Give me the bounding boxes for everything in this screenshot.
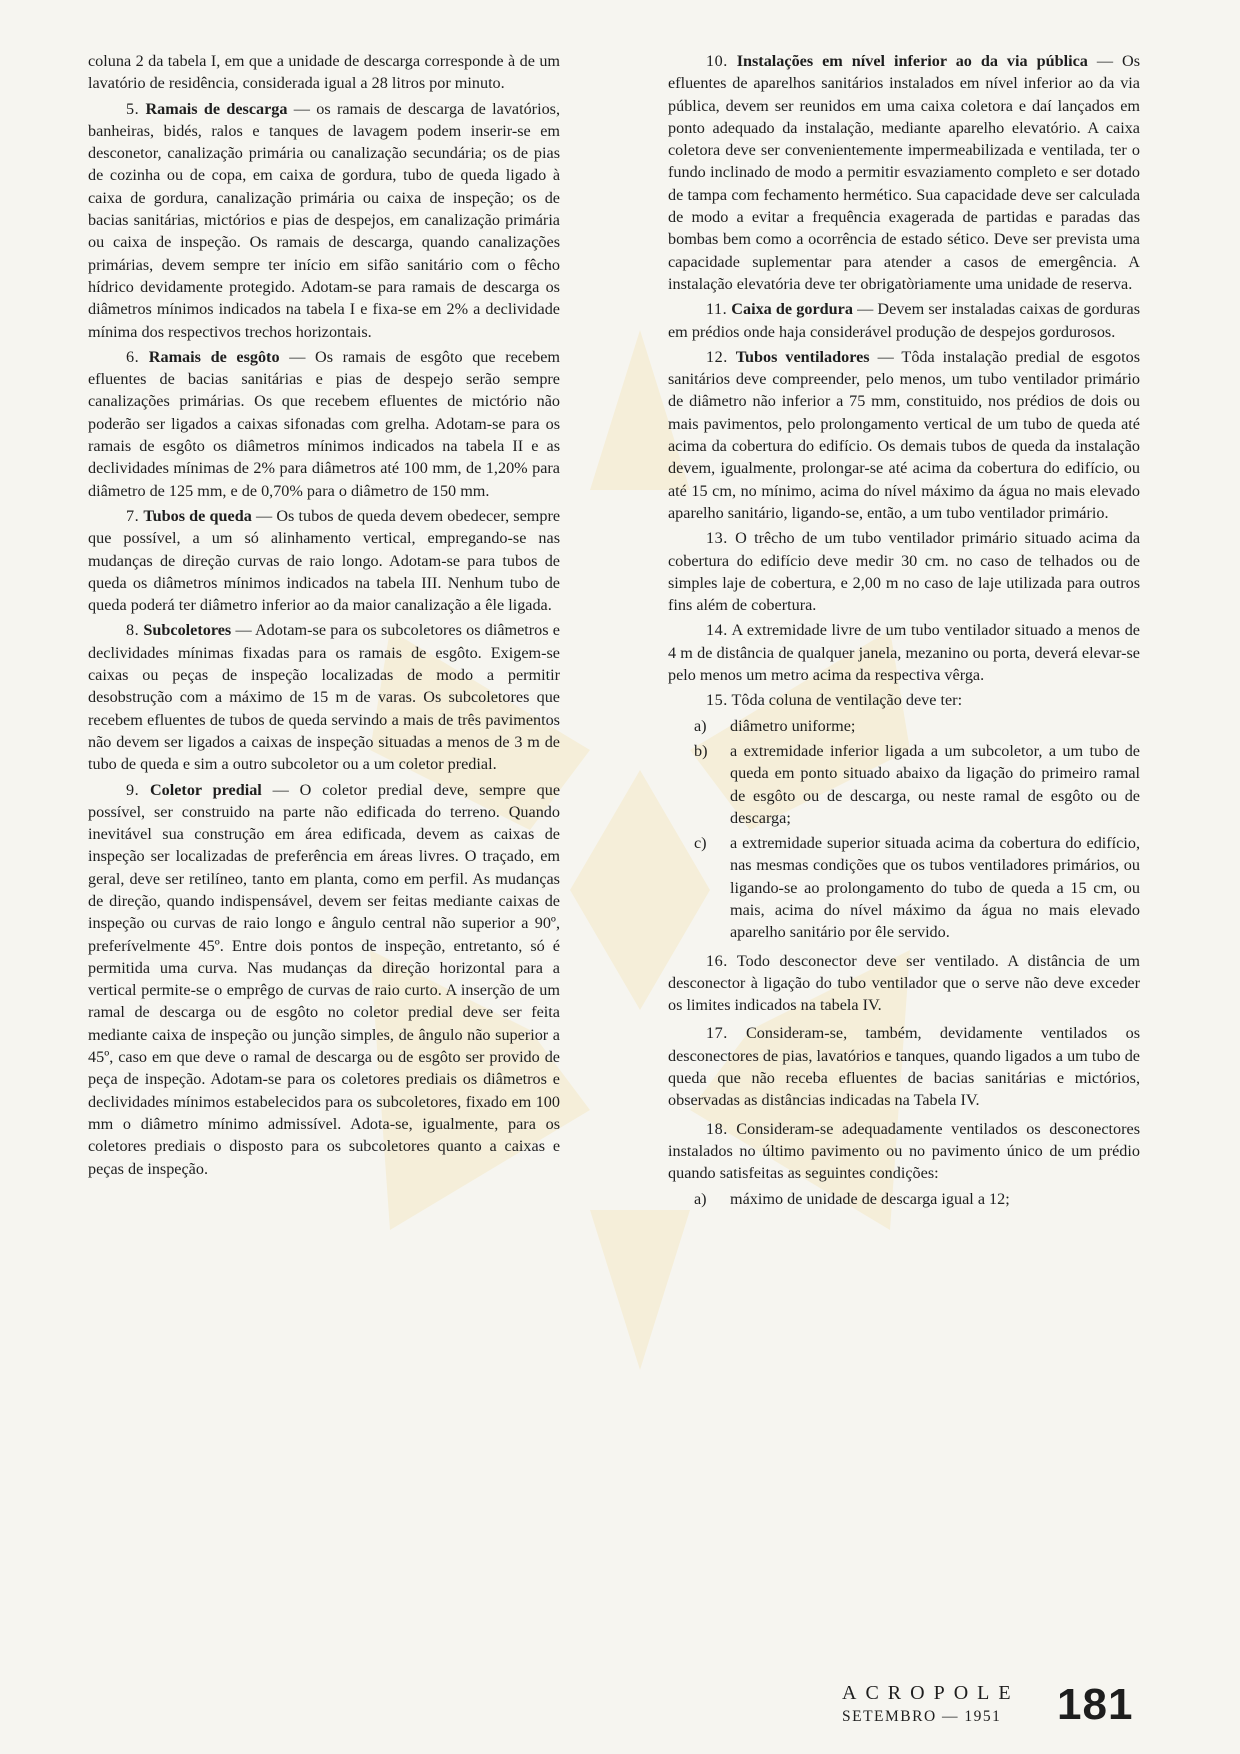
section-number: 17. [706, 1024, 728, 1043]
section-text: Consideram-se adequadamente ventilados os desconectores instalados no último pavimento ou no pavimento único de um prédio quando satisfeitas as seguintes condições: [668, 1119, 1141, 1183]
intro-paragraph: coluna 2 da tabela I, em que a unidade de descarga corresponde à de um lavatório de residência, considerada igual a 28 litros por minuto. [88, 52, 560, 93]
section-11 [668, 298, 1140, 343]
section-text: Consideram-se, também, devidamente ventilados os desconectores de pias, lavatórios e tanques, quando ligados a um tubo de queda que não receba efluentes de bacias sanitárias e mictórios, observadas as distâncias indicadas na Tabela IV. [668, 1024, 1141, 1110]
section-heading: Ramais de descarga [145, 99, 288, 118]
section-text: — Adotam-se para os subcoletores os diâmetros e declividades mínimas fixadas para os ramais de esgôto. Exigem-se caixas ou peças de inspeção localizadas de modo a permitir desobstrução com a máximo de 15 m de varas. Os subcoletores que recebem efluentes de tubos de queda servindo a mais de três pavimentos não devem ser ligados a caixas de inspeção situadas a menos de 3 m de tubo de queda e sim a outro subcoletor ou a um coletor predial. [88, 621, 560, 774]
section-number: 10. [706, 52, 728, 70]
section-15 [668, 689, 1140, 711]
list-label: a) [694, 716, 707, 735]
list-text: diâmetro uniforme; [730, 716, 856, 735]
section-text: — Devem ser instaladas caixas de gorduras em prédios onde haja considerável produção de despejos gordurosos. [668, 300, 1141, 341]
section-6 [88, 346, 560, 502]
section-heading: Instalações em nível inferior ao da via pública [736, 52, 1088, 70]
section-9 [88, 779, 560, 1180]
section-text: O trêcho de um tubo ventilador primário situado acima da cobertura do edifício deve medir 30 cm. no caso de telhados ou de simples laje de cobertura, e 2,00 m no caso de laje utilizada para outros fins além de cobertura. [668, 529, 1140, 615]
section-number: 14. [706, 621, 728, 640]
section-number: 18. [706, 1119, 728, 1138]
list-label: c) [694, 834, 707, 853]
section-number: 9. [126, 780, 140, 799]
section-number: 12. [706, 347, 728, 366]
section-18 [668, 1118, 1140, 1185]
right-column [668, 50, 1140, 1210]
section-10 [668, 50, 1140, 295]
section-heading: Coletor predial [149, 780, 262, 799]
list-item [668, 832, 1140, 943]
section-15-list [668, 715, 1140, 944]
section-18-list [668, 1188, 1140, 1210]
section-text: — O coletor predial deve, sempre que possível, ser construido na parte não edificada do terreno. Quando inevitável sua construção em área edificada, devem as caixas de inspeção ser localizadas de preferência em áreas livres. O traçado, em geral, deve ser retilíneo, tanto em planta, como em perfil. As mudanças de direção, quando indispensável, devem ser feitas mediante caixas de inspeção ou curvas de raio longo e ângulo central não superior a 90º, preferívelmente 45º. Entre dois pontos de inspeção, entretanto, só é permitida uma curva. Nas mudanças da direção horizontal para a vertical permite-se o emprêgo de curvas de raio curto. A inserção de um ramal de descarga ou de esgôto no coletor predial deve ser feita mediante caixa de inspeção ou junção simples, de ângulo não superior a 45º, caso em que deve o ramal de descarga ou de esgôto ser provido de peça de inspeção. Adotam-se para os coletores prediais os diâmetros e declividades mínimos estabelecidos para os subcoletores, fixado em 100 mm o diâmetro mínimo admissível. Adota-se, igualmente, para os coletores prediais o disposto para os subcoletores quanto a caixas e peças de inspeção. [88, 780, 561, 1178]
section-number: 6. [126, 347, 140, 366]
section-14 [668, 619, 1140, 686]
section-16 [668, 950, 1140, 1017]
page-number: 181 [1057, 1680, 1134, 1729]
section-text: — os ramais de descarga de lavatórios, banheiras, bidés, ralos e tanques de lavagem podem inserir-se em desconetor, canalização primária ou canalização secundária; os de pias de cozinha ou de copa, em caixa de gordura, tubo de queda ligado à caixa de gordura, canalização primária ou caixa de inspeção; os de bacias sanitárias, mictórios e pias de despejos, em canalização primária ou caixa de inspeção. Os ramais de descarga, quando canalizações primárias, devem sempre ter início em sifão sanitário com o fêcho hídrico devidamente protegido. Adotam-se para ramais de descarga os diâmetros mínimos indicados na tabela I e fixa-se em 2% a declividade mínima dos respectivos trechos horizontais. [88, 99, 561, 341]
section-number: 16. [706, 951, 728, 970]
list-text: máximo de unidade de descarga igual a 12; [730, 1189, 1010, 1208]
section-5 [88, 98, 560, 343]
section-text: — Os ramais de esgôto que recebem efluentes de bacias sanitárias e pias de despejo serão sempre canalizações primárias. Os que recebem efluentes de mictório não poderão ser ligados a caixas sifonadas com grelha. Adotam-se para os ramais de esgôto os diâmetros mínimos indicados na tabela II e as declividades mínimas de 2% para diâmetros até 100 mm, de 1,20% para diâmetro de 125 mm, e de 0,70% para o diâmetro de 150 mm. [88, 347, 561, 500]
list-item [668, 1188, 1140, 1210]
list-label: b) [694, 741, 708, 760]
list-text: a extremidade inferior ligada a um subcoletor, a um tubo de queda em ponto situado abaixo da ligação do primeiro ramal de esgôto ou de descarga, ou neste ramal de esgôto ou de descarga; [730, 741, 1140, 827]
list-item [668, 715, 1140, 737]
section-heading: Caixa de gordura [731, 300, 853, 319]
section-text: — Tôda instalação predial de esgotos sanitários deve compreender, pelo menos, um tubo ventilador primário de diâmetro não inferior a 75 mm, constituido, nos prédios de dois ou mais pavimentos, pelo prolongamento vertical de um tubo de queda até acima da cobertura do edifício. Os demais tubos de queda da instalação devem, igualmente, prolongar-se até acima da cobertura do edifício, ou até 15 cm, no mínimo, acima do nível máximo da água no mais elevado aparelho sanitário, ligando-se, então, a um tubo ventilador primário. [668, 347, 1141, 522]
section-7 [88, 505, 560, 616]
section-number: 8. [126, 621, 140, 640]
section-13 [668, 527, 1140, 616]
section-text: — Os efluentes de aparelhos sanitários instalados em nível inferior ao da via pública, devem ser reunidos em uma caixa coletora e daí lançados em ponto adequado da instalação, mediante aparelho elevatório. A caixa coletora deve ser convenientemente impermeabilizada e ventilada, ter o fundo inclinado de modo a permitir esvaziamento completo e ser dotado de tampa com fechamento hermético. Sua capacidade deve ser calculada de modo a evitar a frequência exagerada de partidas e paradas das bombas bem como a ocorrência de estado sético. Deve ser prevista uma capacidade suplementar para atender a casos de emergência. A instalação elevatória deve ter obrigatòriamente uma unidade de reserva. [668, 52, 1140, 293]
section-17 [668, 1022, 1140, 1111]
section-heading: Tubos de queda [143, 506, 252, 525]
section-number: 13. [706, 529, 728, 548]
section-heading: Tubos ventiladores [735, 347, 870, 366]
section-number: 11. [706, 300, 728, 319]
issue-date: SETEMBRO — 1951 [842, 1708, 1002, 1725]
section-text: Tôda coluna de ventilação deve ter: [731, 691, 963, 710]
page-footer [842, 1680, 1132, 1740]
section-text: Todo desconector deve ser ventilado. A distância de um desconector à ligação do tubo ventilador que o serve não deve exceder os limites indicados na tabela IV. [668, 951, 1140, 1015]
section-12 [668, 346, 1140, 524]
list-text: a extremidade superior situada acima da cobertura do edifício, nas mesmas condições que os tubos ventiladores primários, ou ligando-se ao prolongamento do tubo de queda a 15 cm, ou mais, acima do nível máximo da água no mais elevado aparelho sanitário por êle servido. [730, 834, 1140, 942]
list-label: a) [694, 1189, 707, 1208]
left-column [88, 50, 560, 1180]
section-text: — Os tubos de queda devem obedecer, sempre que possível, a um só alinhamento vertical, empregando-se nas mudanças de direção curvas de raio longo. Adotam-se para tubos de queda os diâmetros mínimos indicados na tabela III. Nenhum tubo de queda poderá ter diâmetro inferior ao da maior canalização a êle ligada. [88, 506, 561, 615]
section-heading: Subcoletores [143, 621, 232, 640]
section-heading: Ramais de esgôto [148, 347, 280, 366]
section-number: 15. [706, 691, 728, 710]
section-8 [88, 619, 560, 775]
section-number: 5. [126, 99, 140, 118]
section-text: A extremidade livre de um tubo ventilador situado a menos de 4 m de distância de qualquer janela, mezanino ou porta, deverá elevar-se pelo menos um metro acima da respectiva vêrga. [668, 621, 1140, 685]
section-number: 7. [126, 506, 140, 525]
magazine-name: ACROPOLE [842, 1682, 1020, 1704]
list-item [668, 740, 1140, 829]
